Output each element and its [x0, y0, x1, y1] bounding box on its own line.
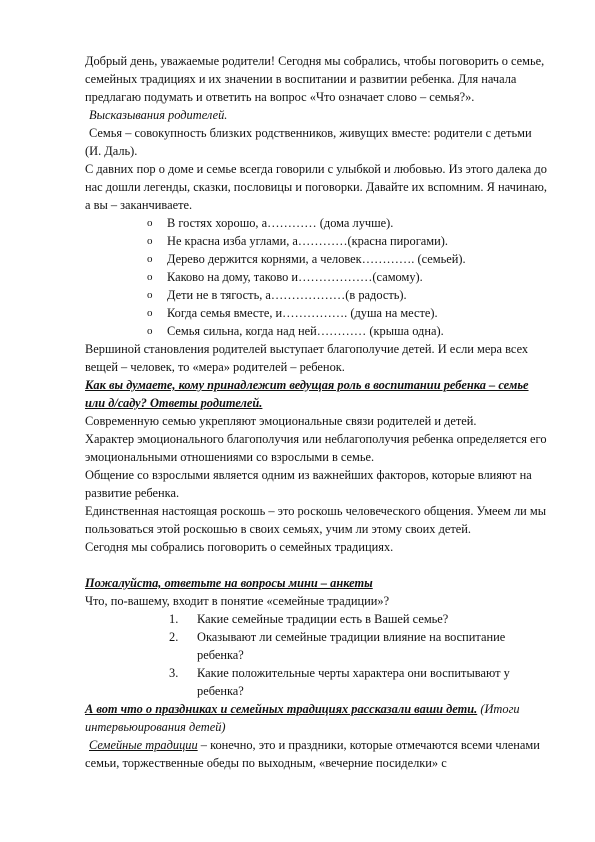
list-item: o В гостях хорошо, а………… (дома лучше). — [147, 214, 550, 232]
survey-intro: Что, по-вашему, входит в понятие «семейные традиции»? — [85, 594, 390, 608]
statements-heading: Высказывания родителей. — [89, 108, 228, 122]
traditions-term: Семейные традиции — [89, 738, 198, 752]
list-item: o Дерево держится корнями, а человек…………. (семьей). — [147, 250, 550, 268]
traditions-paragraph — [85, 736, 550, 772]
question-text: Оказывают ли семейные традиции влияние на воспитание ребенка? — [197, 630, 506, 662]
summit-paragraph: Вершиной становления родителей выступает благополучие детей. И если мера всех вещей – человек, то «мера» родителей – ребенок. — [85, 342, 529, 374]
question-text: Какие семейные традиции есть в Вашей семье? — [197, 612, 449, 626]
role-question: Как вы думаете, кому принадлежит ведущая роль в воспитании ребенка – семье или д/саду? Ответы родителей. — [85, 378, 529, 410]
traditions-text: – конечно, это и праздники, которые отмечаются всеми членами семьи, торжественные обеды по выходным, «вечерние посиделки» с — [85, 738, 540, 770]
children-heading-block — [85, 700, 550, 736]
children-heading: А вот что о праздниках и семейных традициях рассказали ваши дети. — [85, 702, 478, 716]
list-item — [169, 628, 550, 664]
list-item: o Семья сильна, когда над ней………… (крыша одна). — [147, 322, 550, 340]
survey-questions — [85, 610, 550, 700]
document-page — [85, 52, 550, 772]
list-item: o Дети не в тягость, а………………(в радость). — [147, 286, 550, 304]
list-item: o Каково на дому, таково и………………(самому). — [147, 268, 550, 286]
list-item: o Не красна изба углами, а…………(красна пирогами). — [147, 232, 550, 250]
children-note: (Итоги интервьюирования детей) — [85, 702, 520, 734]
modern-family-paragraph: Современную семью укрепляют эмоциональные связи родителей и детей. — [85, 414, 477, 428]
proverbs-list — [85, 214, 550, 340]
question-number: 3. — [169, 666, 179, 680]
proverbs-intro: С давних пор о доме и семье всегда говорили с улыбкой и любовью. Из этого далека до нас дошли легенды, сказки, пословицы и поговорки. Давайте их вспомним. Я начинаю, а вы – заканчиваете. — [85, 162, 547, 212]
list-item — [169, 610, 550, 628]
question-number: 1. — [169, 612, 179, 626]
today-paragraph: Сегодня мы собрались поговорить о семейных традициях. — [85, 540, 394, 554]
intro-paragraph: Добрый день, уважаемые родители! Сегодня мы собрались, чтобы поговорить о семье, семейных традициях и их значении в воспитании и развитии ребенка. Для начала предлагаю подумать и ответить на вопрос «Что означает слово – семья?». — [85, 54, 545, 104]
question-text: Какие положительные черты характера они воспитывают у ребенка? — [197, 666, 510, 698]
luxury-paragraph: Единственная настоящая роскошь – это роскошь человеческого общения. Умеем ли мы пользоваться этой роскошью в своих семьях, учим ли этому своих детей. — [85, 504, 547, 536]
list-item: o Когда семья вместе, и……………. (душа на месте). — [147, 304, 550, 322]
survey-heading: Пожалуйста, ответьте на вопросы мини – анкеты — [85, 576, 373, 590]
communication-paragraph: Общение со взрослыми является одним из важнейших факторов, которые влияют на развитие ребенка. — [85, 468, 532, 500]
family-definition: Семья – совокупность близких родственников, живущих вместе: родители с детьми (И. Даль). — [85, 126, 532, 158]
spacer — [85, 556, 550, 574]
list-item — [169, 664, 550, 700]
character-paragraph: Характер эмоционального благополучия или неблагополучия ребенка определяется его эмоциональными отношениями со взрослыми в семье. — [85, 432, 547, 464]
question-number: 2. — [169, 630, 179, 644]
